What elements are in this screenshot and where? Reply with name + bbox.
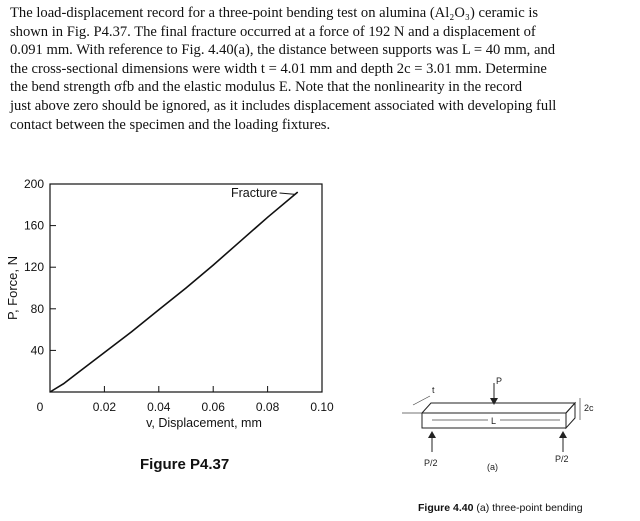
data-point [213, 265, 214, 266]
load-label: P [496, 376, 503, 386]
fracture-annotation: Fracture [230, 186, 278, 200]
right-reaction-label: P/2 [555, 454, 569, 464]
data-point [297, 192, 298, 193]
thickness-label: t [432, 385, 435, 395]
beam-end-face [566, 403, 575, 428]
data-point [49, 391, 50, 392]
y-tick-label: 40 [30, 343, 44, 358]
data-point [240, 241, 241, 242]
thickness-dim [413, 396, 430, 405]
y-axis-label: P, Force, N [5, 255, 20, 321]
x-tick-label: 0.04 [147, 400, 171, 414]
figure-440-caption [418, 502, 583, 514]
problem-line: the bend strength σfb and the elastic modulus E. Note that the nonlinearity in the record [10, 79, 523, 96]
fracture-pointer [280, 193, 296, 194]
problem-line: just above zero should be ignored, as it includes displacement associated with developing full [10, 97, 557, 114]
data-point [90, 362, 91, 363]
y-tick-label: 200 [23, 177, 44, 191]
data-series-line [50, 192, 298, 392]
problem-line: The load-displacement record for a three-point bending test on alumina (Al₂O₃) ceramic is [10, 5, 539, 21]
figure-440-caption-number: Figure 4.40 [418, 502, 474, 514]
depth-label: 2c [584, 403, 594, 413]
right-reaction-arrowhead [559, 431, 567, 438]
load-arrowhead [490, 398, 498, 405]
problem-line: contact between the specimen and the loading fixtures. [10, 116, 331, 133]
span-label: L [491, 416, 497, 426]
figure-440-caption-text: (a) three-point bending [473, 502, 583, 514]
problem-line: shown in Fig. P4.37. The final fracture occurred at a force of 192 N and a displacement of [10, 23, 536, 40]
beam-top-face [422, 403, 575, 413]
x-tick-label: 0.02 [92, 400, 117, 414]
y-tick-label: 160 [23, 218, 44, 233]
data-point [77, 373, 78, 374]
origin-label: 0 [36, 400, 44, 414]
data-point [185, 287, 186, 288]
data-point [267, 217, 268, 218]
y-tick-label: 80 [30, 301, 44, 316]
data-point [104, 352, 105, 353]
x-tick-label: 0.10 [310, 400, 334, 414]
x-tick-label: 0.08 [255, 400, 280, 414]
load-displacement-chart [5, 177, 334, 430]
data-point [63, 383, 64, 384]
data-point [158, 309, 159, 310]
three-point-bending-diagram [402, 376, 594, 472]
subfigure-label: (a) [487, 462, 498, 472]
problem-line: the cross-sectional dimensions were width t = 4.01 mm and depth 2c = 3.01 mm. Determine [10, 60, 547, 77]
left-reaction-arrowhead [428, 431, 436, 438]
data-point [131, 331, 132, 332]
problem-line: 0.091 mm. With reference to Fig. 4.40(a), the distance between supports was L = 40 mm, and [10, 42, 556, 59]
figure-p437-caption: Figure P4.37 [140, 456, 230, 473]
x-tick-label: 0.06 [201, 400, 225, 414]
x-axis-label: v, Displacement, mm [146, 416, 262, 430]
y-tick-label: 120 [23, 260, 44, 275]
left-reaction-label: P/2 [424, 458, 438, 468]
